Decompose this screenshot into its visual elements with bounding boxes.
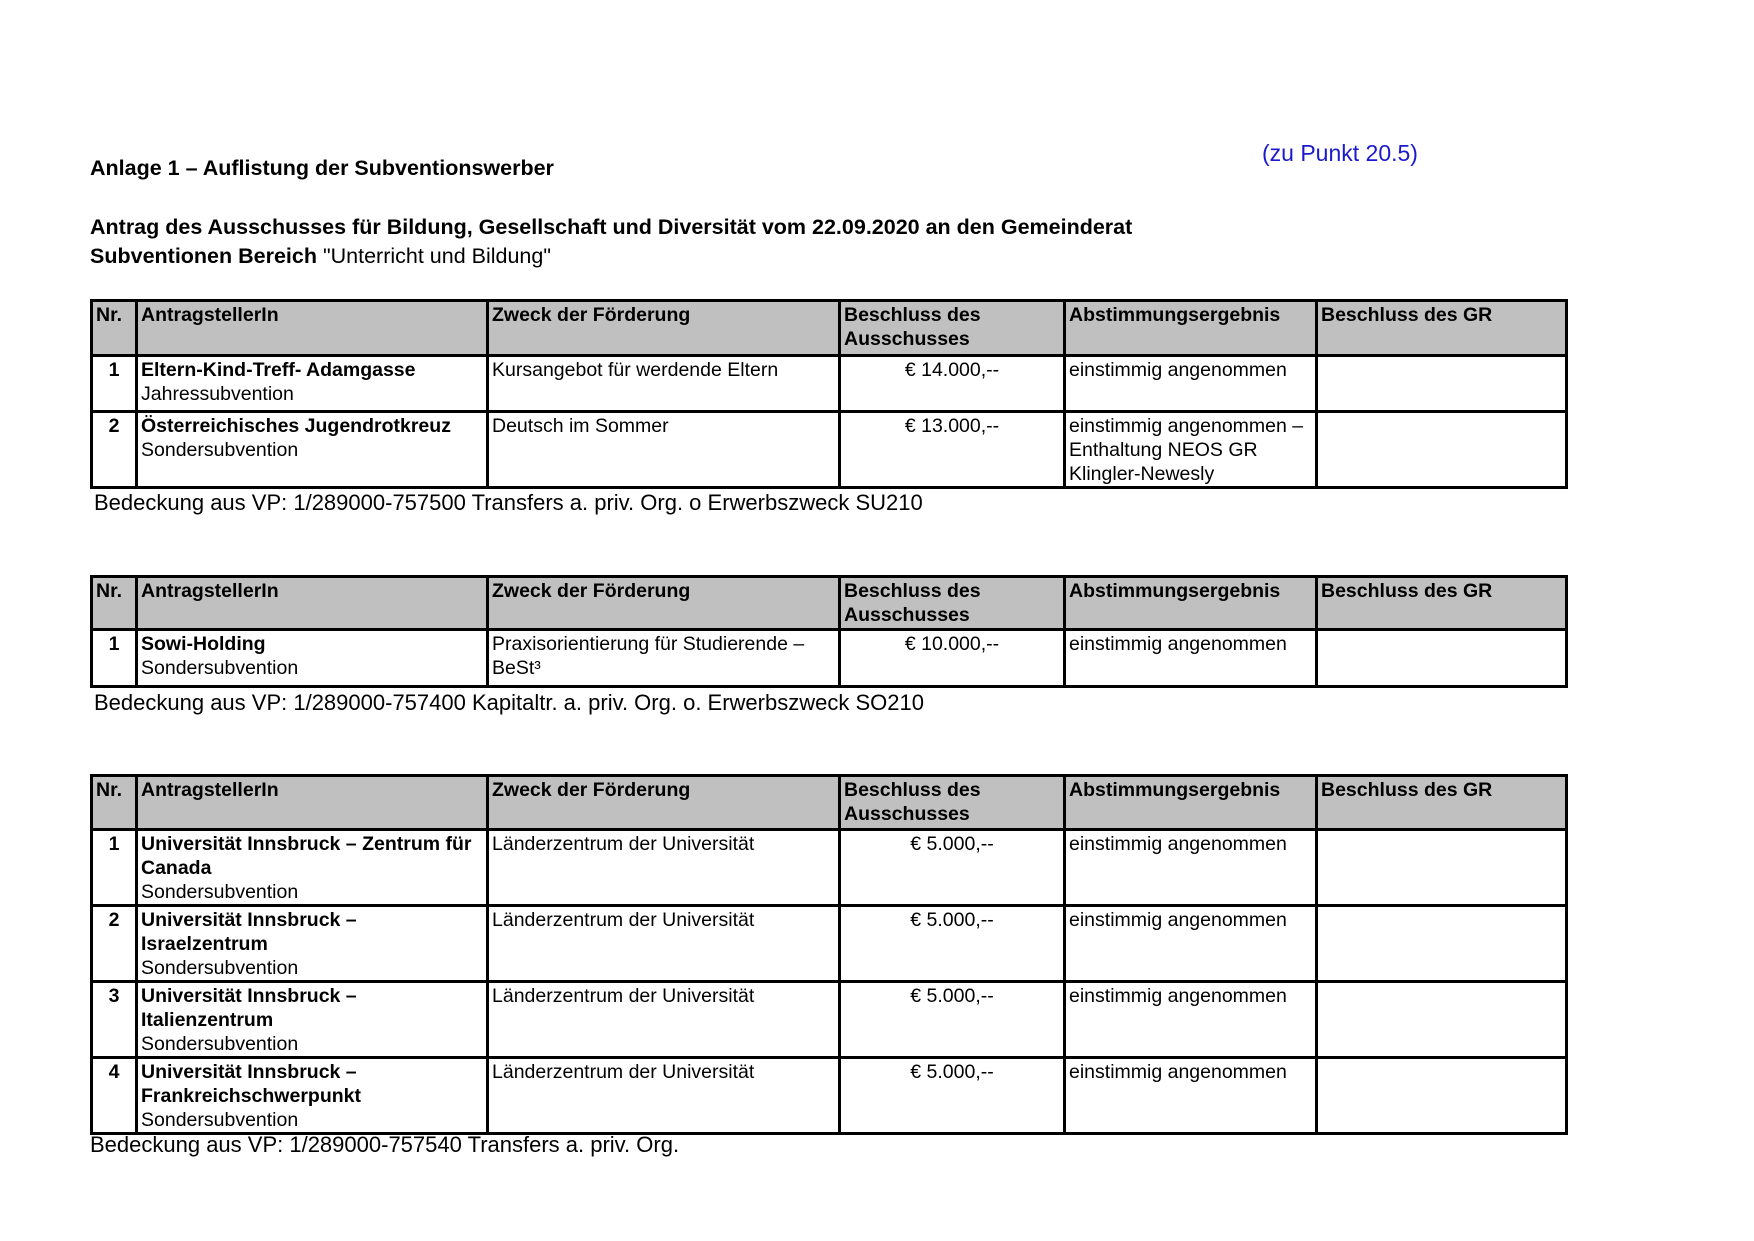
col-header-purpose: Zweck der Förderung bbox=[488, 301, 840, 356]
subsidy-type: Sondersubvention bbox=[141, 1033, 299, 1055]
row-applicant bbox=[137, 412, 488, 488]
row-amount: € 5.000,-- bbox=[840, 982, 1065, 1058]
table-row bbox=[92, 906, 1567, 982]
col-header-vote: Abstimmungsergebnis bbox=[1065, 301, 1317, 356]
row-vote-result: einstimmig angenommen bbox=[1065, 906, 1317, 982]
punkt-reference: (zu Punkt 20.5) bbox=[1262, 140, 1418, 166]
applicant-name: Universität Innsbruck – Frankreichschwerpunkt bbox=[141, 1061, 361, 1107]
applicant-name: Universität Innsbruck – Italienzentrum bbox=[141, 985, 357, 1031]
col-header-nr: Nr. bbox=[92, 776, 137, 830]
row-purpose: Länderzentrum der Universität bbox=[488, 906, 840, 982]
coverage-note-1: Bedeckung aus VP: 1/289000-757500 Transfers a. priv. Org. o Erwerbszweck SU210 bbox=[94, 490, 923, 515]
row-nr: 1 bbox=[92, 830, 137, 906]
table-row bbox=[92, 356, 1567, 412]
row-nr: 2 bbox=[92, 906, 137, 982]
row-amount: € 5.000,-- bbox=[840, 1058, 1065, 1134]
row-gr-decision bbox=[1317, 830, 1567, 906]
row-nr: 4 bbox=[92, 1058, 137, 1134]
table-row bbox=[92, 830, 1567, 906]
col-header-decision: Beschluss des Ausschusses bbox=[840, 776, 1065, 830]
applicant-name: Österreichisches Jugendrotkreuz bbox=[141, 415, 451, 437]
col-header-gr: Beschluss des GR bbox=[1317, 577, 1567, 630]
row-amount: € 5.000,-- bbox=[840, 906, 1065, 982]
row-nr: 1 bbox=[92, 630, 137, 687]
row-purpose: Länderzentrum der Universität bbox=[488, 830, 840, 906]
table-row bbox=[92, 1058, 1567, 1134]
row-purpose: Länderzentrum der Universität bbox=[488, 1058, 840, 1134]
subsidy-type: Sondersubvention bbox=[141, 881, 299, 903]
row-nr: 2 bbox=[92, 412, 137, 488]
col-header-gr: Beschluss des GR bbox=[1317, 301, 1567, 356]
row-applicant bbox=[137, 982, 488, 1058]
row-applicant bbox=[137, 906, 488, 982]
row-vote-result: einstimmig angenommen bbox=[1065, 1058, 1317, 1134]
subsidy-type: Sondersubvention bbox=[141, 657, 299, 679]
col-header-vote: Abstimmungsergebnis bbox=[1065, 577, 1317, 630]
applicant-name: Sowi-Holding bbox=[141, 633, 266, 655]
row-applicant bbox=[137, 356, 488, 412]
applicant-name: Universität Innsbruck – Zentrum für Canada bbox=[141, 833, 472, 879]
row-applicant bbox=[137, 1058, 488, 1134]
subsidy-table-1 bbox=[90, 299, 1568, 489]
col-header-decision: Beschluss des Ausschusses bbox=[840, 577, 1065, 630]
subsidy-type: Sondersubvention bbox=[141, 439, 299, 461]
col-header-applicant: AntragstellerIn bbox=[137, 301, 488, 356]
row-gr-decision bbox=[1317, 982, 1567, 1058]
row-purpose: Länderzentrum der Universität bbox=[488, 982, 840, 1058]
row-gr-decision bbox=[1317, 356, 1567, 412]
row-purpose: Praxisorientierung für Studierende – BeSt³ bbox=[488, 630, 840, 687]
row-nr: 3 bbox=[92, 982, 137, 1058]
row-amount: € 10.000,-- bbox=[840, 630, 1065, 687]
row-gr-decision bbox=[1317, 1058, 1567, 1134]
subsidy-table-3 bbox=[90, 774, 1568, 1135]
row-purpose: Kursangebot für werdende Eltern bbox=[488, 356, 840, 412]
row-vote-result: einstimmig angenommen bbox=[1065, 830, 1317, 906]
subsidy-type: Jahressubvention bbox=[141, 383, 294, 405]
col-header-decision: Beschluss des Ausschusses bbox=[840, 301, 1065, 356]
row-purpose: Deutsch im Sommer bbox=[488, 412, 840, 488]
table-row bbox=[92, 412, 1567, 488]
subsidy-table-2 bbox=[90, 575, 1568, 688]
table-row bbox=[92, 982, 1567, 1058]
col-header-applicant: AntragstellerIn bbox=[137, 577, 488, 630]
bereich-line bbox=[90, 244, 551, 269]
page-heading: Anlage 1 – Auflistung der Subventionswerber bbox=[90, 156, 554, 180]
col-header-vote: Abstimmungsergebnis bbox=[1065, 776, 1317, 830]
antrag-line: Antrag des Ausschusses für Bildung, Gesellschaft und Diversität vom 22.09.2020 an den Gemeinderat bbox=[90, 215, 1133, 239]
row-amount: € 14.000,-- bbox=[840, 356, 1065, 412]
bereich-label: Subventionen Bereich bbox=[90, 244, 317, 268]
applicant-name: Universität Innsbruck – Israelzentrum bbox=[141, 909, 357, 955]
row-nr: 1 bbox=[92, 356, 137, 412]
row-vote-result: einstimmig angenommen bbox=[1065, 982, 1317, 1058]
coverage-note-2: Bedeckung aus VP: 1/289000-757400 Kapitaltr. a. priv. Org. o. Erwerbszweck SO210 bbox=[94, 690, 924, 715]
col-header-applicant: AntragstellerIn bbox=[137, 776, 488, 830]
row-vote-result: einstimmig angenommen – Enthaltung NEOS GR Klingler-Newesly bbox=[1065, 412, 1317, 488]
subsidy-type: Sondersubvention bbox=[141, 957, 299, 979]
row-applicant bbox=[137, 830, 488, 906]
table-row bbox=[92, 630, 1567, 687]
subsidy-type: Sondersubvention bbox=[141, 1109, 299, 1131]
col-header-purpose: Zweck der Förderung bbox=[488, 776, 840, 830]
coverage-note-3: Bedeckung aus VP: 1/289000-757540 Transfers a. priv. Org. bbox=[90, 1132, 680, 1157]
col-header-nr: Nr. bbox=[92, 301, 137, 356]
table-header-row bbox=[92, 301, 1567, 356]
row-gr-decision bbox=[1317, 906, 1567, 982]
row-gr-decision bbox=[1317, 630, 1567, 687]
col-header-gr: Beschluss des GR bbox=[1317, 776, 1567, 830]
bereich-name: "Unterricht und Bildung" bbox=[322, 244, 551, 268]
row-amount: € 5.000,-- bbox=[840, 830, 1065, 906]
applicant-name: Eltern-Kind-Treff- Adamgasse bbox=[141, 359, 416, 381]
row-amount: € 13.000,-- bbox=[840, 412, 1065, 488]
row-vote-result: einstimmig angenommen bbox=[1065, 630, 1317, 687]
row-gr-decision bbox=[1317, 412, 1567, 488]
table-header-row bbox=[92, 577, 1567, 630]
col-header-nr: Nr. bbox=[92, 577, 137, 630]
row-applicant bbox=[137, 630, 488, 687]
table-header-row bbox=[92, 776, 1567, 830]
row-vote-result: einstimmig angenommen bbox=[1065, 356, 1317, 412]
col-header-purpose: Zweck der Förderung bbox=[488, 577, 840, 630]
